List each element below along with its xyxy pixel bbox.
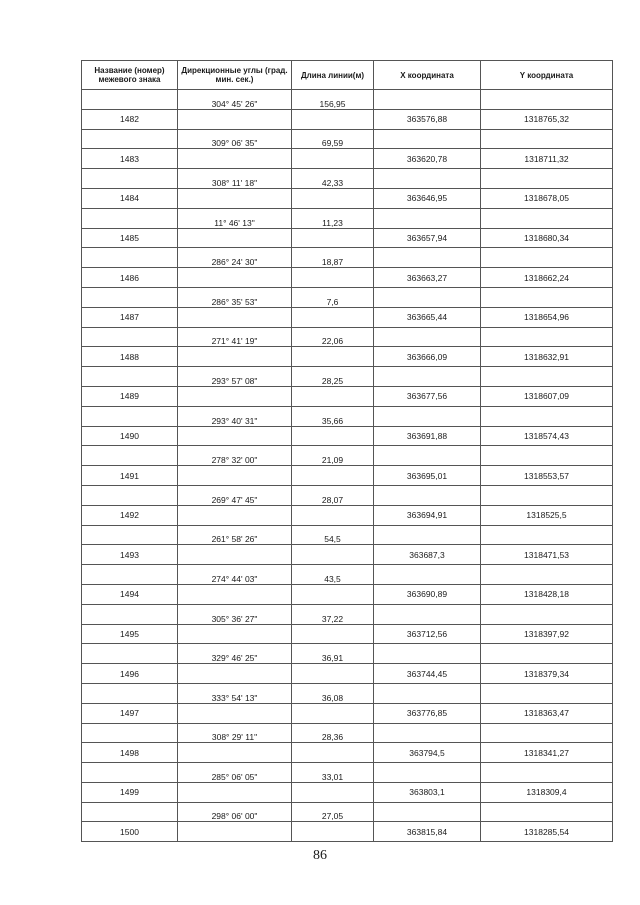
- length-cell: 28,07: [292, 485, 374, 505]
- length-cell: 42,33: [292, 169, 374, 189]
- marker-name-cell: 1487: [82, 307, 178, 327]
- x-coord-cell: [374, 367, 481, 387]
- y-coord-cell: 1318654,96: [481, 307, 613, 327]
- marker-name-cell: 1482: [82, 109, 178, 129]
- x-coord-cell: 363695,01: [374, 466, 481, 486]
- angle-cell: 11° 46' 13": [178, 208, 292, 228]
- length-cell: [292, 505, 374, 525]
- length-cell: 11,23: [292, 208, 374, 228]
- x-coord-cell: 363663,27: [374, 268, 481, 288]
- y-coord-cell: [481, 565, 613, 585]
- x-coord-cell: [374, 644, 481, 664]
- y-coord-cell: [481, 327, 613, 347]
- y-coord-cell: [481, 644, 613, 664]
- marker-name-cell: [82, 525, 178, 545]
- marker-name-cell: 1495: [82, 624, 178, 644]
- angle-cell: [178, 466, 292, 486]
- x-coord-cell: [374, 169, 481, 189]
- marker-name-cell: [82, 763, 178, 783]
- x-coord-cell: 363815,84: [374, 822, 481, 842]
- angle-cell: [178, 545, 292, 565]
- length-cell: [292, 703, 374, 723]
- table-row: [82, 248, 613, 268]
- y-coord-cell: [481, 446, 613, 466]
- angle-cell: [178, 268, 292, 288]
- x-coord-cell: 363694,91: [374, 505, 481, 525]
- marker-name-cell: [82, 367, 178, 387]
- y-coord-cell: 1318309,4: [481, 782, 613, 802]
- x-coord-cell: 363576,88: [374, 109, 481, 129]
- angle-cell: [178, 743, 292, 763]
- table-row: [82, 228, 613, 248]
- y-coord-cell: [481, 287, 613, 307]
- angle-cell: [178, 782, 292, 802]
- marker-name-cell: [82, 248, 178, 268]
- table-row: [82, 485, 613, 505]
- table-row: [82, 446, 613, 466]
- y-coord-cell: 1318632,91: [481, 347, 613, 367]
- table-row: [82, 782, 613, 802]
- angle-cell: 304° 45' 26": [178, 90, 292, 110]
- x-coord-cell: 363794,5: [374, 743, 481, 763]
- table-row: [82, 90, 613, 110]
- x-coord-cell: [374, 525, 481, 545]
- angle-cell: 293° 57' 08": [178, 367, 292, 387]
- table-row: [82, 664, 613, 684]
- y-coord-cell: [481, 485, 613, 505]
- table-row: [82, 822, 613, 842]
- length-cell: 27,05: [292, 802, 374, 822]
- table-row: [82, 505, 613, 525]
- x-coord-cell: [374, 565, 481, 585]
- y-coord-cell: 1318574,43: [481, 426, 613, 446]
- length-cell: [292, 347, 374, 367]
- length-cell: [292, 188, 374, 208]
- y-coord-cell: 1318765,32: [481, 109, 613, 129]
- marker-name-cell: 1500: [82, 822, 178, 842]
- y-coord-cell: 1318525,5: [481, 505, 613, 525]
- x-coord-cell: [374, 287, 481, 307]
- header-y-coordinate: Y координата: [481, 61, 613, 90]
- table-row: [82, 604, 613, 624]
- x-coord-cell: 363620,78: [374, 149, 481, 169]
- angle-cell: 293° 40' 31": [178, 406, 292, 426]
- length-cell: [292, 584, 374, 604]
- marker-name-cell: [82, 604, 178, 624]
- marker-name-cell: [82, 90, 178, 110]
- x-coord-cell: 363677,56: [374, 386, 481, 406]
- table-row: [82, 466, 613, 486]
- marker-name-cell: 1493: [82, 545, 178, 565]
- table-row: [82, 644, 613, 664]
- header-line-length: Длина линии(м): [292, 61, 374, 90]
- length-cell: 36,08: [292, 683, 374, 703]
- length-cell: [292, 268, 374, 288]
- angle-cell: 278° 32' 00": [178, 446, 292, 466]
- length-cell: 21,09: [292, 446, 374, 466]
- marker-name-cell: [82, 129, 178, 149]
- x-coord-cell: [374, 327, 481, 347]
- x-coord-cell: [374, 604, 481, 624]
- angle-cell: [178, 822, 292, 842]
- length-cell: 69,59: [292, 129, 374, 149]
- x-coord-cell: 363744,45: [374, 664, 481, 684]
- table-row: [82, 584, 613, 604]
- y-coord-cell: 1318285,54: [481, 822, 613, 842]
- y-coord-cell: 1318553,57: [481, 466, 613, 486]
- marker-name-cell: [82, 169, 178, 189]
- table-row: [82, 149, 613, 169]
- length-cell: 18,87: [292, 248, 374, 268]
- length-cell: [292, 545, 374, 565]
- y-coord-cell: [481, 723, 613, 743]
- x-coord-cell: 363687,3: [374, 545, 481, 565]
- table-row: [82, 802, 613, 822]
- marker-name-cell: 1485: [82, 228, 178, 248]
- marker-name-cell: 1489: [82, 386, 178, 406]
- table-row: [82, 327, 613, 347]
- x-coord-cell: 363690,89: [374, 584, 481, 604]
- x-coord-cell: [374, 406, 481, 426]
- table-row: [82, 565, 613, 585]
- marker-name-cell: 1486: [82, 268, 178, 288]
- table-body: [82, 90, 613, 842]
- angle-cell: 305° 36' 27": [178, 604, 292, 624]
- coordinates-table: [81, 60, 613, 842]
- header-marker-name: Название (номер) межевого знака: [82, 61, 178, 90]
- angle-cell: 286° 24' 30": [178, 248, 292, 268]
- marker-name-cell: 1490: [82, 426, 178, 446]
- length-cell: [292, 426, 374, 446]
- table-row: [82, 426, 613, 446]
- angle-cell: 285° 06' 05": [178, 763, 292, 783]
- angle-cell: [178, 505, 292, 525]
- angle-cell: 329° 46' 25": [178, 644, 292, 664]
- length-cell: [292, 149, 374, 169]
- x-coord-cell: 363657,94: [374, 228, 481, 248]
- y-coord-cell: 1318379,34: [481, 664, 613, 684]
- x-coord-cell: 363666,09: [374, 347, 481, 367]
- length-cell: 28,36: [292, 723, 374, 743]
- marker-name-cell: [82, 802, 178, 822]
- y-coord-cell: [481, 248, 613, 268]
- marker-name-cell: 1497: [82, 703, 178, 723]
- marker-name-cell: 1484: [82, 188, 178, 208]
- angle-cell: 308° 11' 18": [178, 169, 292, 189]
- angle-cell: 261° 58' 26": [178, 525, 292, 545]
- y-coord-cell: 1318680,34: [481, 228, 613, 248]
- y-coord-cell: 1318428,18: [481, 584, 613, 604]
- y-coord-cell: [481, 406, 613, 426]
- x-coord-cell: 363665,44: [374, 307, 481, 327]
- length-cell: [292, 624, 374, 644]
- marker-name-cell: [82, 446, 178, 466]
- marker-name-cell: 1496: [82, 664, 178, 684]
- table-row: [82, 525, 613, 545]
- length-cell: [292, 822, 374, 842]
- y-coord-cell: 1318711,32: [481, 149, 613, 169]
- y-coord-cell: [481, 367, 613, 387]
- y-coord-cell: [481, 683, 613, 703]
- angle-cell: [178, 307, 292, 327]
- table-row: [82, 347, 613, 367]
- x-coord-cell: 363712,56: [374, 624, 481, 644]
- x-coord-cell: [374, 248, 481, 268]
- angle-cell: [178, 703, 292, 723]
- length-cell: [292, 743, 374, 763]
- length-cell: 33,01: [292, 763, 374, 783]
- y-coord-cell: 1318607,09: [481, 386, 613, 406]
- length-cell: [292, 782, 374, 802]
- length-cell: 36,91: [292, 644, 374, 664]
- table-row: [82, 208, 613, 228]
- y-coord-cell: 1318397,92: [481, 624, 613, 644]
- length-cell: [292, 466, 374, 486]
- table-row: [82, 406, 613, 426]
- x-coord-cell: [374, 90, 481, 110]
- y-coord-cell: [481, 763, 613, 783]
- y-coord-cell: [481, 604, 613, 624]
- y-coord-cell: [481, 169, 613, 189]
- angle-cell: [178, 188, 292, 208]
- x-coord-cell: [374, 129, 481, 149]
- marker-name-cell: [82, 406, 178, 426]
- marker-name-cell: [82, 723, 178, 743]
- marker-name-cell: [82, 208, 178, 228]
- table-row: [82, 287, 613, 307]
- x-coord-cell: [374, 208, 481, 228]
- table-row: [82, 624, 613, 644]
- angle-cell: [178, 624, 292, 644]
- angle-cell: 298° 06' 00": [178, 802, 292, 822]
- x-coord-cell: 363803,1: [374, 782, 481, 802]
- header-x-coordinate: X координата: [374, 61, 481, 90]
- angle-cell: 309° 06' 35": [178, 129, 292, 149]
- marker-name-cell: 1492: [82, 505, 178, 525]
- y-coord-cell: 1318678,05: [481, 188, 613, 208]
- angle-cell: 286° 35' 53": [178, 287, 292, 307]
- x-coord-cell: [374, 763, 481, 783]
- length-cell: [292, 664, 374, 684]
- table-row: [82, 386, 613, 406]
- length-cell: [292, 228, 374, 248]
- angle-cell: [178, 664, 292, 684]
- length-cell: 28,25: [292, 367, 374, 387]
- angle-cell: 271° 41' 19": [178, 327, 292, 347]
- length-cell: [292, 307, 374, 327]
- table-header-row: [82, 61, 613, 90]
- x-coord-cell: 363646,95: [374, 188, 481, 208]
- length-cell: 22,06: [292, 327, 374, 347]
- table-row: [82, 268, 613, 288]
- angle-cell: [178, 228, 292, 248]
- length-cell: 7,6: [292, 287, 374, 307]
- table-row: [82, 683, 613, 703]
- marker-name-cell: 1488: [82, 347, 178, 367]
- y-coord-cell: 1318471,53: [481, 545, 613, 565]
- x-coord-cell: [374, 723, 481, 743]
- angle-cell: [178, 386, 292, 406]
- table-row: [82, 109, 613, 129]
- table-row: [82, 129, 613, 149]
- header-directional-angle: Дирекционные углы (град. мин. сек.): [178, 61, 292, 90]
- table-row: [82, 545, 613, 565]
- y-coord-cell: 1318363,47: [481, 703, 613, 723]
- marker-name-cell: 1499: [82, 782, 178, 802]
- y-coord-cell: [481, 525, 613, 545]
- length-cell: 43,5: [292, 565, 374, 585]
- marker-name-cell: 1483: [82, 149, 178, 169]
- angle-cell: [178, 149, 292, 169]
- marker-name-cell: [82, 565, 178, 585]
- table-row: [82, 367, 613, 387]
- page-number: 86: [313, 848, 327, 863]
- angle-cell: [178, 426, 292, 446]
- length-cell: 35,66: [292, 406, 374, 426]
- angle-cell: 269° 47' 45": [178, 485, 292, 505]
- y-coord-cell: 1318662,24: [481, 268, 613, 288]
- marker-name-cell: [82, 485, 178, 505]
- x-coord-cell: [374, 683, 481, 703]
- marker-name-cell: [82, 644, 178, 664]
- table-row: [82, 188, 613, 208]
- length-cell: 156,95: [292, 90, 374, 110]
- angle-cell: 333° 54' 13": [178, 683, 292, 703]
- y-coord-cell: [481, 802, 613, 822]
- angle-cell: 274° 44' 03": [178, 565, 292, 585]
- y-coord-cell: 1318341,27: [481, 743, 613, 763]
- marker-name-cell: 1494: [82, 584, 178, 604]
- table-row: [82, 169, 613, 189]
- marker-name-cell: 1491: [82, 466, 178, 486]
- length-cell: [292, 109, 374, 129]
- table-row: [82, 763, 613, 783]
- marker-name-cell: [82, 287, 178, 307]
- table-row: [82, 723, 613, 743]
- angle-cell: [178, 584, 292, 604]
- length-cell: [292, 386, 374, 406]
- table-row: [82, 743, 613, 763]
- y-coord-cell: [481, 208, 613, 228]
- x-coord-cell: 363691,88: [374, 426, 481, 446]
- marker-name-cell: 1498: [82, 743, 178, 763]
- x-coord-cell: [374, 485, 481, 505]
- x-coord-cell: [374, 802, 481, 822]
- angle-cell: [178, 109, 292, 129]
- table-row: [82, 307, 613, 327]
- y-coord-cell: [481, 129, 613, 149]
- length-cell: 54,5: [292, 525, 374, 545]
- angle-cell: 308° 29' 11": [178, 723, 292, 743]
- table-row: [82, 703, 613, 723]
- angle-cell: [178, 347, 292, 367]
- marker-name-cell: [82, 327, 178, 347]
- length-cell: 37,22: [292, 604, 374, 624]
- y-coord-cell: [481, 90, 613, 110]
- x-coord-cell: [374, 446, 481, 466]
- x-coord-cell: 363776,85: [374, 703, 481, 723]
- marker-name-cell: [82, 683, 178, 703]
